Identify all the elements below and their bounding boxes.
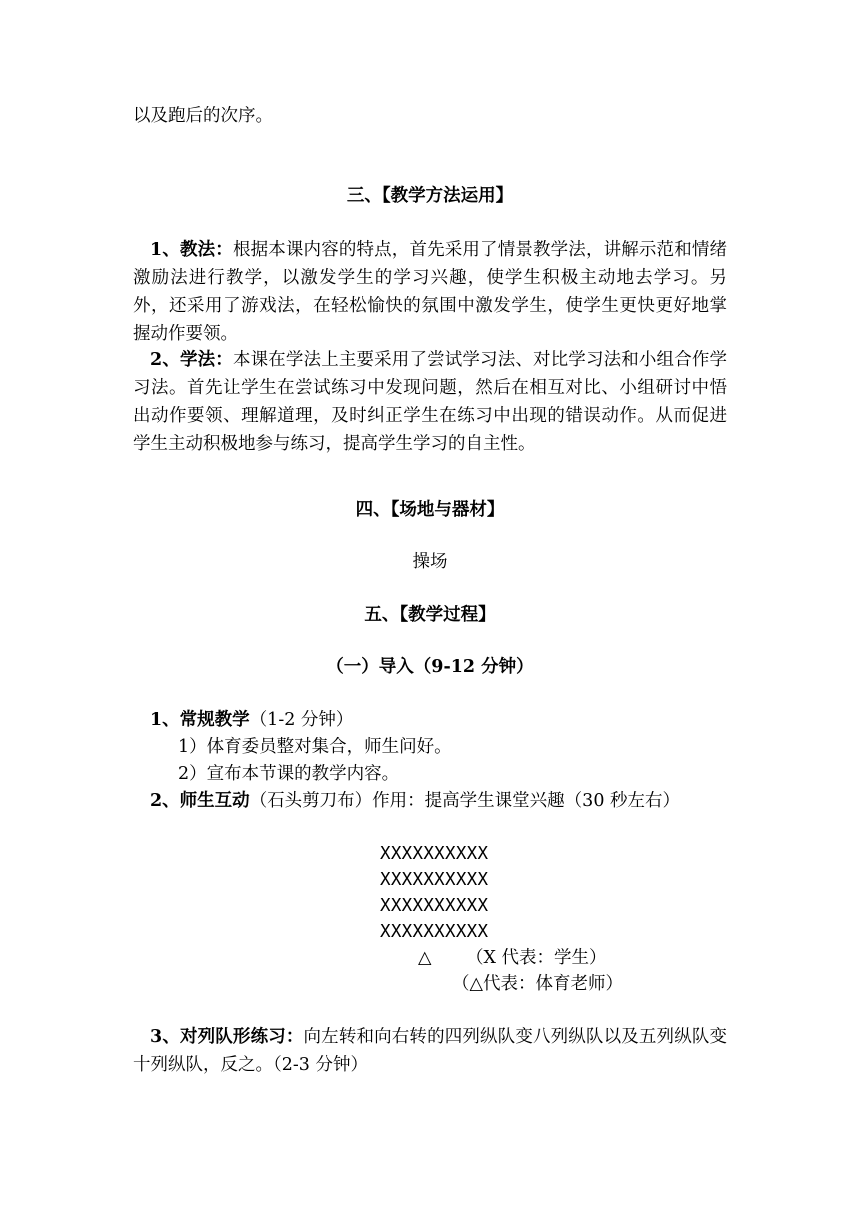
- routine-sub-item-1: 1）体育委员整对集合，师生问好。: [178, 737, 452, 757]
- formation-row: XXXXXXXXXX: [380, 870, 489, 890]
- teaching-method-label: 1、教法：: [150, 240, 233, 260]
- intro-sub-heading: （一）导入（9-12 分钟）: [326, 657, 534, 677]
- venue-text: 操场: [412, 552, 448, 572]
- learning-method-text: 本课在学法上主要采用了尝试学习法、对比学习法和小组合作学习法。首先让学生在尝试练习中发现问题，然后在相互对比、小组研讨中悟出动作要领、理解道理，及时纠正学生在练习中出现的错误动作。从而促进学生主动积极地参与练习，提高学生学习的自主性。: [133, 350, 727, 454]
- interaction-text: （石头剪刀布）作用：提高学生课堂兴趣（30 秒左右）: [249, 791, 681, 811]
- routine-teaching-time: （1-2 分钟）: [249, 710, 354, 730]
- learning-method-paragraph: [133, 346, 727, 458]
- routine-teaching-label: 1、常规教学: [150, 710, 250, 730]
- teacher-symbol: △: [418, 948, 432, 968]
- learning-method-label: 2、学法：: [150, 350, 233, 370]
- teaching-method-text: 根据本课内容的特点，首先采用了情景教学法，讲解示范和情绪激励法进行教学，以激发学生的学习兴趣，使学生积极主动地去学习。另外，还采用了游戏法，在轻松愉快的氛围中激发学生，使学生更快更好地掌握动作要领。: [133, 240, 727, 344]
- section5-heading: 五、【教学过程】: [364, 605, 496, 625]
- legend-student: （X 代表：学生）: [466, 948, 607, 968]
- section4-heading: 四、【场地与器材】: [355, 500, 505, 520]
- interaction-label: 2、师生互动: [150, 791, 250, 811]
- teaching-method-paragraph: [133, 236, 727, 348]
- section3-heading: 三、【教学方法运用】: [346, 186, 514, 206]
- formation-row: XXXXXXXXXX: [380, 896, 489, 916]
- continuation-text: 以及跑后的次序。: [133, 106, 273, 126]
- formation-row: XXXXXXXXXX: [380, 844, 489, 864]
- formation-practice-label: 3、对列队形练习：: [150, 1027, 304, 1047]
- formation-practice-text: 向左转和向右转的四列纵队变八列纵队以及五列纵队变十列纵队，反之。（2-3 分钟）: [133, 1027, 727, 1075]
- routine-sub-item-2: 2）宣布本节课的教学内容。: [178, 764, 400, 784]
- formation-row: XXXXXXXXXX: [380, 922, 489, 942]
- legend-teacher: （△代表：体育老师）: [452, 974, 623, 994]
- routine-teaching-item: [150, 706, 353, 734]
- interaction-item: [150, 787, 680, 815]
- formation-practice-paragraph: [133, 1023, 727, 1079]
